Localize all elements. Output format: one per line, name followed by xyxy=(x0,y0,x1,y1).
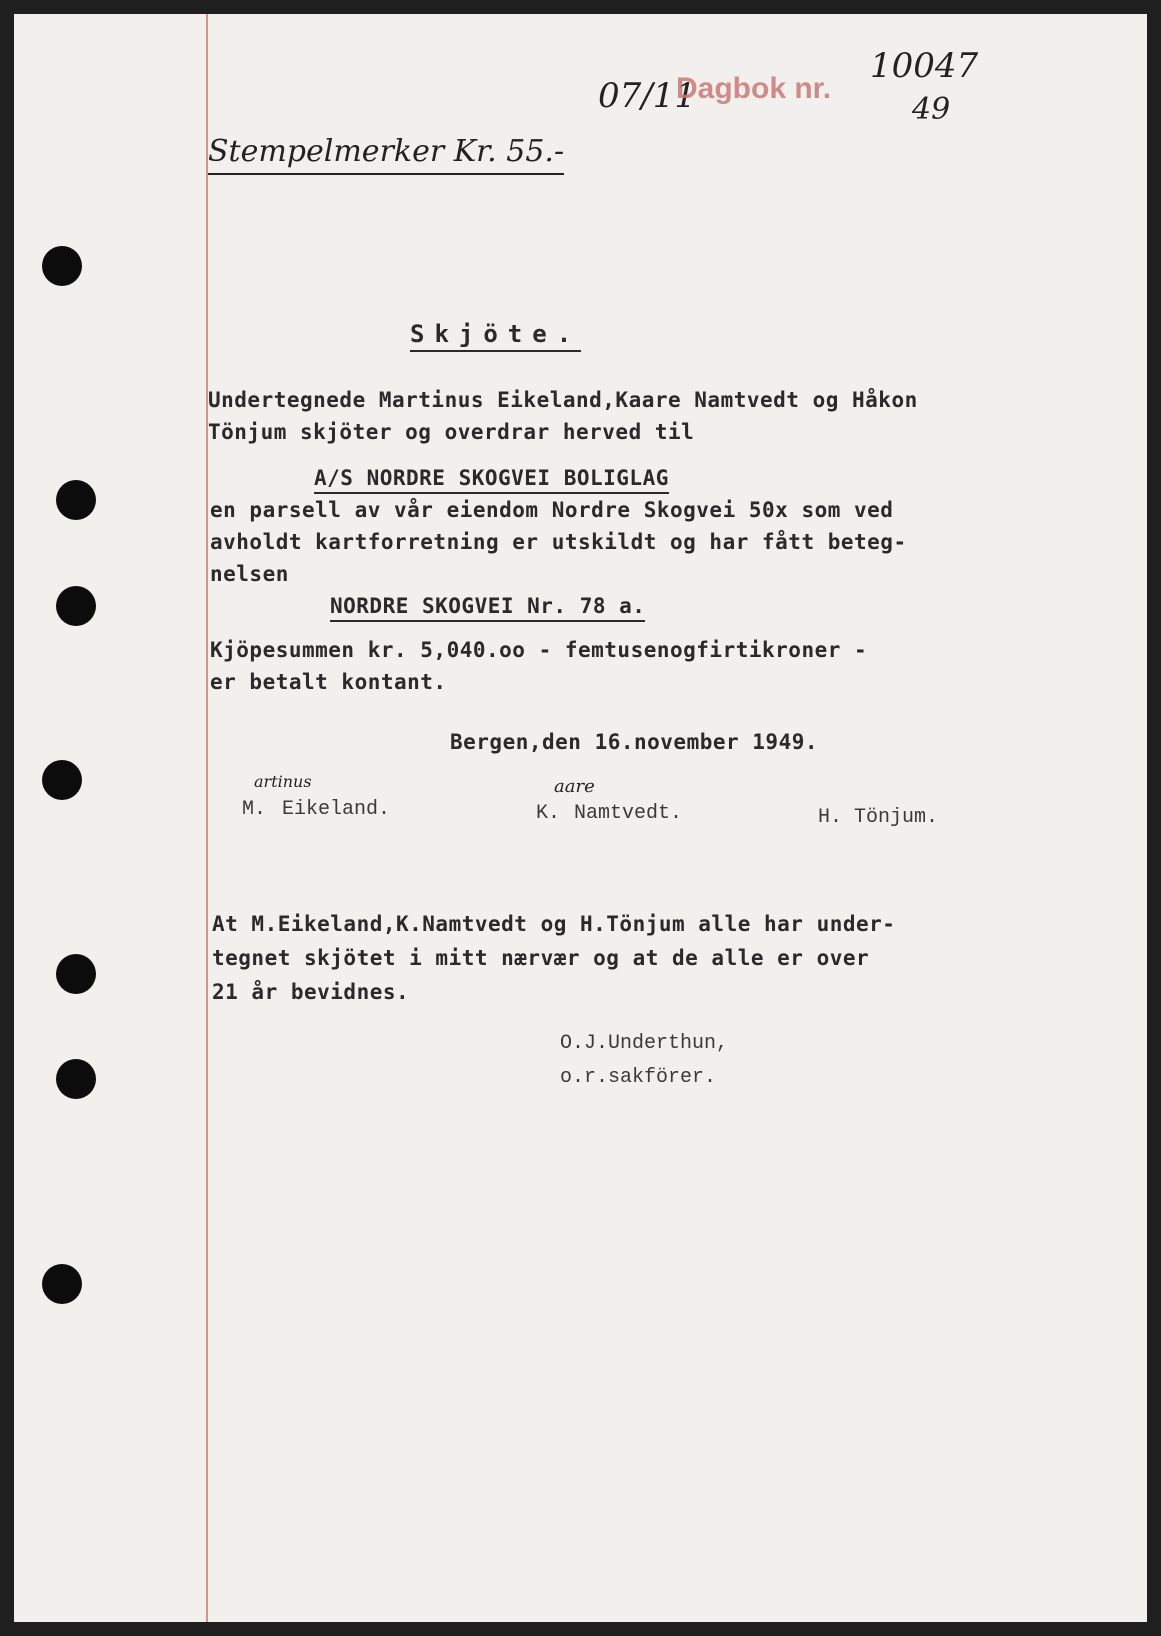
buyer-name: A/S NORDRE SKOGVEI BOLIGLAG xyxy=(314,466,669,494)
punch-hole xyxy=(42,1264,82,1304)
parcel-line-3: nelsen xyxy=(210,562,289,586)
witness-line-1: At M.Eikeland,K.Namtvedt og H.Tönjum alle har under- xyxy=(212,912,896,936)
document-page xyxy=(14,14,1147,1622)
signature-2-handwritten: aare xyxy=(554,776,595,797)
price-line-1: Kjöpesummen kr. 5,040.oo - femtusenogfirtikroner - xyxy=(210,638,868,662)
signature-2-name: Namtvedt. xyxy=(574,802,683,825)
document-title: Skjöte. xyxy=(410,320,581,352)
punch-hole xyxy=(56,480,96,520)
punch-hole xyxy=(42,760,82,800)
journal-year: 49 xyxy=(912,92,951,127)
stamp-marks-note: Stempelmerker Kr. 55.- xyxy=(208,134,564,175)
punch-hole xyxy=(56,954,96,994)
parcel-line-2: avholdt kartforretning er utskildt og har fått beteg- xyxy=(210,530,907,554)
signature-2-initial: K. xyxy=(536,802,561,825)
signature-1-name: Eikeland. xyxy=(282,798,391,821)
punch-hole xyxy=(56,1059,96,1099)
attestor-title: o.r.sakförer. xyxy=(560,1066,717,1089)
parcel-line-1: en parsell av vår eiendom Nordre Skogvei 50x som ved xyxy=(210,498,894,522)
intro-line-1: Undertegnede Martinus Eikeland,Kaare Namtvedt og Håkon xyxy=(208,388,918,412)
punch-hole xyxy=(42,246,82,286)
attestor-name: O.J.Underthun, xyxy=(560,1032,729,1055)
signature-1-initial: M. xyxy=(242,798,267,821)
intro-line-2: Tönjum skjöter og overdrar herved til xyxy=(208,420,695,444)
witness-line-3: 21 år bevidnes. xyxy=(212,980,410,1004)
journal-number: 10047 xyxy=(870,46,979,86)
handwritten-date: 07/11 xyxy=(598,76,696,116)
punch-hole xyxy=(56,586,96,626)
witness-line-2: tegnet skjötet i mitt nærvær og at de alle er over xyxy=(212,946,870,970)
price-line-2: er betalt kontant. xyxy=(210,670,447,694)
place-and-date: Bergen,den 16.november 1949. xyxy=(450,730,819,754)
property-designation: NORDRE SKOGVEI Nr. 78 a. xyxy=(330,594,645,622)
journal-stamp: Dagbok nr. xyxy=(676,72,832,105)
signature-3: H. Tönjum. xyxy=(818,806,939,829)
signature-1-handwritten: artinus xyxy=(254,772,312,791)
margin-line xyxy=(206,14,208,1622)
